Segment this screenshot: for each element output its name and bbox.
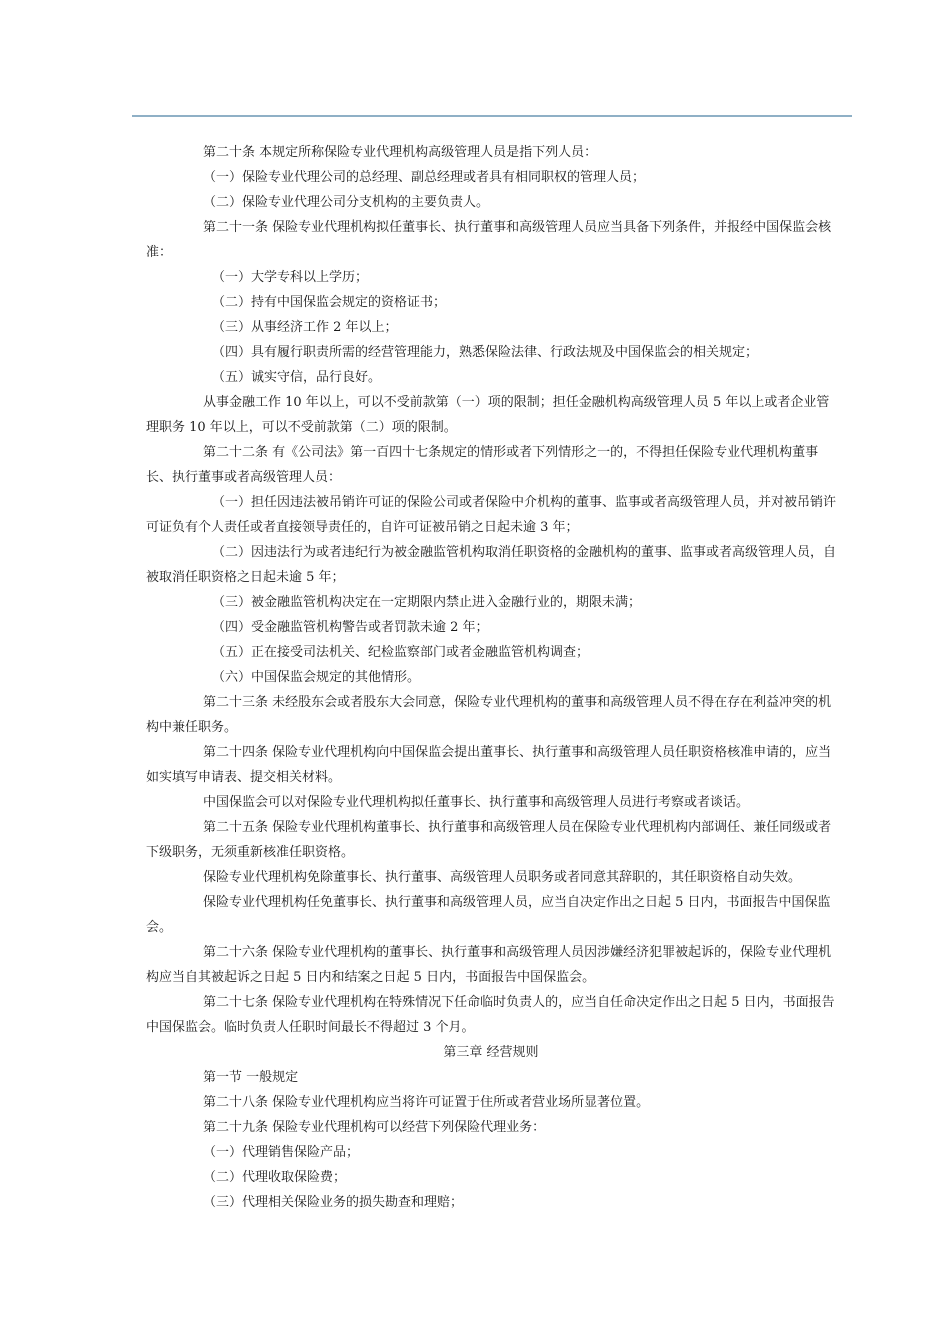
list-item: （三）代理相关保险业务的损失勘查和理赔； — [203, 1195, 464, 1210]
paragraph: 第二十三条 未经股东会或者股东大会同意，保险专业代理机构的董事和高级管理人员不得在存在利益冲突的机构中兼任职务。 — [146, 695, 832, 735]
list-item: （二）持有中国保监会规定的资格证书； — [212, 295, 447, 310]
paragraph: 从事金融工作 10 年以上，可以不受前款第（一）项的限制；担任金融机构高级管理人员 5 年以上或者企业管理职务 10 年以上，可以不受前款第（二）项的限制。 — [146, 395, 830, 435]
list-item: （三）被金融监管机构决定在一定期限内禁止进入金融行业的，期限未满； — [212, 595, 642, 610]
list-item: （一）大学专科以上学历； — [212, 270, 369, 285]
list-item: （二）代理收取保险费； — [203, 1170, 347, 1185]
list-item: （二）因违法行为或者违纪行为被金融监管机构取消任职资格的金融机构的董事、监事或者高级管理人员，自被取消任职资格之日起未逾 5 年； — [146, 545, 837, 585]
list-item: （二）保险专业代理公司分支机构的主要负责人。 — [203, 195, 490, 210]
paragraph: 保险专业代理机构免除董事长、执行董事、高级管理人员职务或者同意其辞职的，其任职资格自动失效。 — [203, 870, 802, 885]
chapter-heading: 第三章 经营规则 — [443, 1045, 539, 1060]
paragraph: 第二十四条 保险专业代理机构向中国保监会提出董事长、执行董事和高级管理人员任职资格核准申请的，应当如实填写申请表、提交相关材料。 — [146, 745, 832, 785]
paragraph: 第二十条 本规定所称保险专业代理机构高级管理人员是指下列人员： — [203, 145, 598, 160]
paragraph: 第二十八条 保险专业代理机构应当将许可证置于住所或者营业场所显著位置。 — [203, 1095, 650, 1110]
paragraph: 中国保监会可以对保险专业代理机构拟任董事长、执行董事和高级管理人员进行考察或者谈话。 — [203, 795, 750, 810]
list-item: （三）从事经济工作 2 年以上； — [212, 320, 398, 335]
list-item: （一）保险专业代理公司的总经理、副总经理或者具有相同职权的管理人员； — [203, 170, 646, 185]
paragraph: 第二十九条 保险专业代理机构可以经营下列保险代理业务： — [203, 1120, 546, 1135]
paragraph: 第二十七条 保险专业代理机构在特殊情况下任命临时负责人的，应当自任命决定作出之日起 5 日内，书面报告中国保监会。临时负责人任职时间最长不得超过 3 个月。 — [146, 995, 835, 1035]
list-item: （一）代理销售保险产品； — [203, 1145, 360, 1160]
section-heading: 第一节 一般规定 — [203, 1070, 299, 1085]
paragraph: 第二十五条 保险专业代理机构董事长、执行董事和高级管理人员在保险专业代理机构内部调任、兼任同级或者下级职务，无须重新核准任职资格。 — [146, 820, 832, 860]
paragraph: 第二十一条 保险专业代理机构拟任董事长、执行董事和高级管理人员应当具备下列条件，并报经中国保监会核准： — [146, 220, 832, 260]
paragraph: 第二十二条 有《公司法》第一百四十七条规定的情形或者下列情形之一的，不得担任保险专业代理机构董事长、执行董事或者高级管理人员： — [146, 445, 819, 485]
list-item: （五）正在接受司法机关、纪检监察部门或者金融监管机构调查； — [212, 645, 590, 660]
list-item: （五）诚实守信，品行良好。 — [212, 370, 382, 385]
paragraph: 第二十六条 保险专业代理机构的董事长、执行董事和高级管理人员因涉嫌经济犯罪被起诉的，保险专业代理机构应当自其被起诉之日起 5 日内和结案之日起 5 日内，书面报告中国保监会。 — [146, 945, 832, 985]
list-item: （四）受金融监管机构警告或者罚款未逾 2 年； — [212, 620, 489, 635]
list-item: （四）具有履行职责所需的经营管理能力，熟悉保险法律、行政法规及中国保监会的相关规定； — [212, 345, 759, 360]
header-rule — [132, 115, 852, 117]
list-item: （六）中国保监会规定的其他情形。 — [212, 670, 421, 685]
paragraph: 保险专业代理机构任免董事长、执行董事和高级管理人员，应当自决定作出之日起 5 日内，书面报告中国保监会。 — [146, 895, 831, 935]
list-item: （一）担任因违法被吊销许可证的保险公司或者保险中介机构的董事、监事或者高级管理人员，并对被吊销许可证负有个人责任或者直接领导责任的，自许可证被吊销之日起未逾 3 年； — [146, 495, 837, 535]
document-body — [146, 140, 836, 1215]
